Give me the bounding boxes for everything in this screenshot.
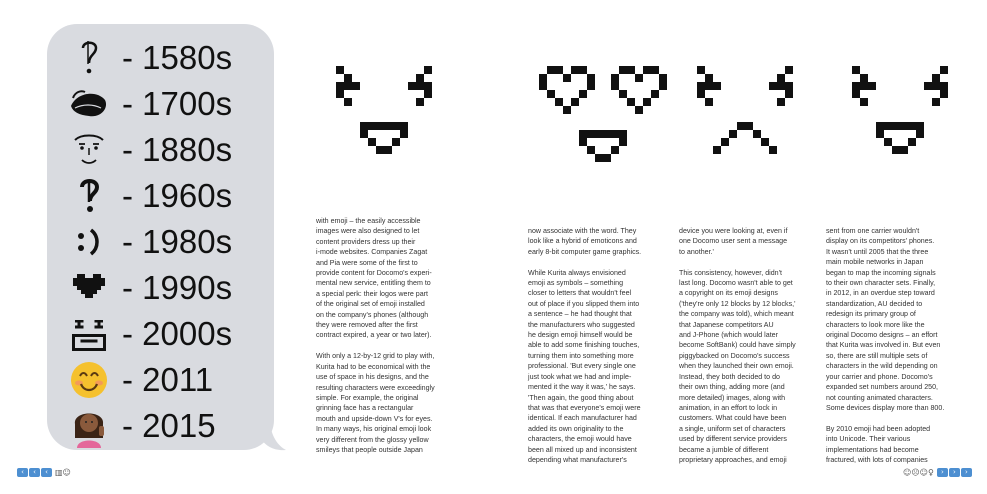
prev-page-button[interactable]: ‹	[17, 468, 28, 477]
next-page-button[interactable]: ›	[949, 468, 960, 477]
footer-left	[17, 468, 71, 477]
colon-paren-icon	[60, 220, 118, 264]
timeline-row-2011	[60, 358, 272, 402]
smiling-emoji-icon	[60, 358, 118, 402]
timeline-row-2000s	[60, 312, 272, 356]
footer-emoji-icon: ▥☺	[55, 468, 71, 477]
next-page-button[interactable]: ›	[937, 468, 948, 477]
timeline-row-1580s	[60, 36, 272, 80]
interrobang-icon	[60, 36, 118, 80]
timeline-label: - 1980s	[122, 223, 233, 260]
timeline-row-1700s	[60, 82, 272, 126]
pixel-face-grinning	[336, 66, 432, 170]
timeline-label: - 1960s	[122, 177, 233, 214]
footer-right	[901, 468, 973, 477]
pixel-face-icon	[60, 312, 118, 356]
timeline-label: - 1990s	[122, 269, 233, 306]
timeline-label: - 1580s	[122, 39, 233, 76]
timeline-row-1960s	[60, 174, 272, 218]
timeline-label: - 2015	[122, 407, 216, 444]
article-column-4: sent from one carrier wouldn't display on its competitors' phones. It wasn't until 2005 that the three main mobile networks in Japan began to map the incoming signals to their own character sets. Finally, in 2012, in an overdue step toward standardization, AU decided to redesign its primary group of characters to look more like the original Docomo designs – an effort that Kurita was involved in. But even so, there are still multiple sets of characters in the wild depending on your carrier and phone. Docomo's expanded set numbers around 250, not counting animated characters. Some devices display more than 800. By 2010 emoji had been adopted into Unicode. Their various implementations had become fractured, with lots of companies	[826, 227, 945, 464]
prev-page-button[interactable]: ‹	[29, 468, 40, 477]
article-column-1: with emoji – the easily accessible images were also designed to let content providers dress up their i-mode websites. Companies Zagat and Pia were some of the first to provide content for Docomo's experi- mental new service, entitling them to a special perk: their logos were part of the original set of emoji installed on the company's phones (although they were removed after the first contract expired, a year or two later). With only a 12-by-12 grid to play with, Kurita had to be economical with the use of space in his designs, and the resulting characters were exceedingly simple. For example, the original grinning face has a rectangular mouth and upside-down V's for eyes. In many ways, his original emoji look very different from the glossy yellow smileys that people outside Japan	[316, 217, 435, 454]
smiley-sketch-icon	[60, 128, 118, 172]
heart-pixel-icon	[60, 266, 118, 310]
article-column-2: now associate with the word. They look like a hybrid of emoticons and early 8-bit computer game graphics. While Kurita always envisioned emoji as symbols – something closer to letters that wouldn't feel out of place if you slipped them into a sentence – he had thought that the manufacturers who suggested he design emoji himself would be able to add some finishing touches, turning them into something more professional. 'But every single one just took what we had and imple- mented it the way it was,' he says. 'Then again, the good thing about that was that everyone's emoji were identical. If each manufacturer had added its own originality to the characters, the emoji would have been all mixed up and inconsistent depending what manufacturer's	[528, 227, 642, 464]
pixel-face-frowning	[697, 66, 793, 170]
timeline-row-2015	[60, 404, 272, 448]
timeline-row-1990s	[60, 266, 272, 310]
timeline-label: - 2011	[122, 361, 214, 398]
timeline-label: - 1880s	[122, 131, 233, 168]
timeline-row-1880s	[60, 128, 272, 172]
pixel-face-grinning-2	[852, 66, 948, 170]
leaf-icon	[60, 82, 118, 126]
timeline-label: - 2000s	[122, 315, 233, 352]
pixel-face-heart-eyes	[539, 66, 667, 170]
timeline-row-1980s	[60, 220, 272, 264]
article-column-3: device you were looking at, even if one Docomo user sent a message to another.' This consistency, however, didn't last long. Docomo wasn't able to get a copyright on its emoji designs ('they're only 12 blocks by 12 blocks,' the company was told), which meant that Japanese competitors AU and J-Phone (which would later become SoftBank) could have simply piggybacked on Docomo's success when they launched their own emoji. Instead, they both decided to do their own thing, adding more (and more detailed) images, along with animation, in an effort to lock in customers. What could have been a single, uniform set of characters used by different service providers became a jumble of different proprietary approaches, and emoji	[679, 227, 796, 464]
prev-page-button[interactable]: ‹	[41, 468, 52, 477]
woman-emoji-icon	[60, 404, 118, 448]
timeline-label: - 1700s	[122, 85, 233, 122]
next-page-button[interactable]: ›	[961, 468, 972, 477]
footer-emoji-icon: ☺☹☺♀	[903, 468, 934, 477]
interrobang-bold-icon	[60, 174, 118, 218]
